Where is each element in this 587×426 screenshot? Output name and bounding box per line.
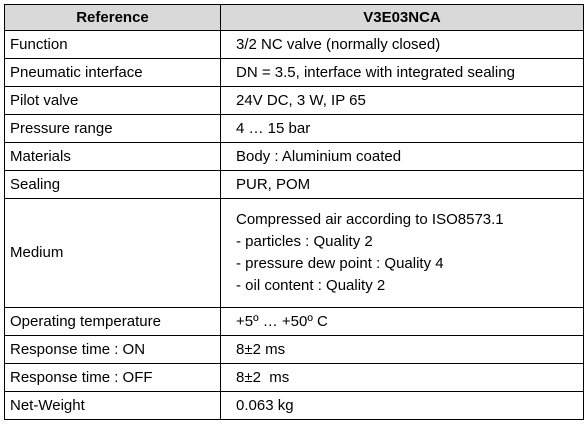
table-row <box>5 392 584 420</box>
row-label: Pilot valve <box>5 87 221 115</box>
row-label: Pressure range <box>5 115 221 143</box>
reference-header: Reference <box>5 5 221 31</box>
row-label: Pneumatic interface <box>5 59 221 87</box>
row-label: Function <box>5 31 221 59</box>
table-row <box>5 115 584 143</box>
row-label: Response time : OFF <box>5 364 221 392</box>
row-value: +5º … +50º C <box>221 308 584 336</box>
medium-line: - particles : Quality 2 <box>236 233 373 250</box>
row-value: 4 … 15 bar <box>221 115 584 143</box>
row-value: 0.063 kg <box>221 392 584 420</box>
row-value-medium <box>221 199 584 308</box>
table-row <box>5 364 584 392</box>
medium-line: - oil content : Quality 2 <box>236 277 386 294</box>
spec-table <box>4 4 584 420</box>
row-label: Materials <box>5 143 221 171</box>
table-row <box>5 31 584 59</box>
table-row <box>5 87 584 115</box>
row-value: Body : Aluminium coated <box>221 143 584 171</box>
row-value: 8±2 ms <box>221 364 584 392</box>
model-header: V3E03NCA <box>221 5 584 31</box>
row-label: Medium <box>5 199 221 308</box>
row-value: PUR, POM <box>221 171 584 199</box>
medium-line: - pressure dew point : Quality 4 <box>236 255 444 272</box>
table-row <box>5 171 584 199</box>
medium-line: Compressed air according to ISO8573.1 <box>236 211 504 228</box>
row-value: 3/2 NC valve (normally closed) <box>221 31 584 59</box>
row-value: 24V DC, 3 W, IP 65 <box>221 87 584 115</box>
row-value: DN = 3.5, interface with integrated sealing <box>221 59 584 87</box>
table-row <box>5 336 584 364</box>
row-label: Net-Weight <box>5 392 221 420</box>
row-label: Sealing <box>5 171 221 199</box>
table-row <box>5 143 584 171</box>
table-row <box>5 59 584 87</box>
row-value: 8±2 ms <box>221 336 584 364</box>
table-row-medium <box>5 199 584 308</box>
row-label: Response time : ON <box>5 336 221 364</box>
table-row <box>5 308 584 336</box>
row-label: Operating temperature <box>5 308 221 336</box>
table-header-row <box>5 5 584 31</box>
